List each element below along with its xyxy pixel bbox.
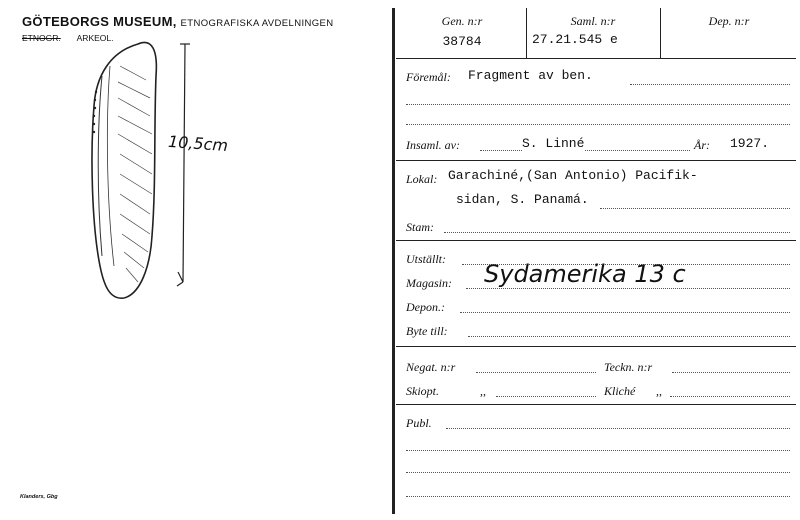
lokal-value-line1: Garachiné,(San Antonio) Pacifik- — [448, 168, 698, 183]
dotted-line — [406, 496, 790, 497]
utstallt-label: Utställt: — [406, 252, 447, 266]
magasin-handwritten-value: Sydamerika 13 c — [484, 260, 686, 288]
dotted-line — [446, 428, 790, 429]
foremal-label: Föremål: — [406, 70, 451, 84]
dotted-line — [476, 372, 596, 373]
ar-value: 1927. — [730, 136, 770, 151]
section-separator-4 — [396, 404, 796, 405]
kliche-label: Kliché — [604, 384, 636, 398]
museum-header — [22, 14, 334, 29]
section-separator-1 — [396, 160, 796, 161]
struck-section-label: ETNOGR. — [22, 33, 61, 43]
dotted-line — [670, 396, 790, 397]
negat-label: Negat. n:r — [406, 360, 456, 374]
dotted-line — [480, 150, 690, 151]
lokal-value-line2: sidan, S. Panamá. — [456, 192, 589, 207]
byte-label: Byte till: — [406, 324, 448, 338]
section-label: ARKEOL. — [76, 33, 114, 43]
dotted-line — [466, 288, 790, 289]
insaml-label: Insaml. av: — [406, 138, 460, 152]
header-divider-1 — [526, 8, 527, 58]
magasin-label: Magasin: — [406, 276, 452, 290]
saml-nr-value: 27.21.545 e — [532, 32, 618, 47]
gen-nr-label: Gen. n:r — [441, 14, 483, 28]
dotted-line — [600, 208, 790, 209]
dotted-line — [406, 124, 790, 125]
dotted-line — [406, 450, 790, 451]
section-separator-2 — [396, 240, 796, 241]
header-separator — [396, 58, 796, 59]
dotted-line — [460, 312, 790, 313]
dotted-line — [672, 372, 790, 373]
header-divider-2 — [660, 8, 661, 58]
kliche-ditto: ,, — [656, 384, 662, 398]
section-separator-3 — [396, 346, 796, 347]
dotted-line — [468, 336, 790, 337]
depon-label: Depon.: — [406, 300, 445, 314]
insaml-value: S. Linné — [522, 136, 585, 151]
measurement-label: 10,5cm — [167, 131, 229, 156]
teckn-label: Teckn. n:r — [604, 360, 653, 374]
dotted-line — [444, 232, 790, 233]
dotted-line — [630, 84, 790, 85]
museum-name: GÖTEBORGS MUSEUM, — [22, 14, 177, 29]
card-divider — [392, 8, 395, 514]
ar-label: År: — [694, 138, 710, 152]
dep-nr-label: Dep. n:r — [708, 14, 750, 28]
printer-imprint: Klanders, Gbg — [20, 494, 58, 500]
gen-nr-value: 38784 — [442, 34, 482, 49]
foremal-value: Fragment av ben. — [468, 68, 593, 83]
dotted-line — [406, 104, 790, 105]
skiopt-label: Skiopt. — [406, 384, 439, 398]
stam-label: Stam: — [406, 220, 434, 234]
dotted-line — [406, 472, 790, 473]
publ-label: Publ. — [406, 416, 432, 430]
department-name: ETNOGRAFISKA AVDELNINGEN — [180, 18, 334, 29]
dotted-line — [496, 396, 596, 397]
measurement-bar — [172, 40, 196, 290]
lokal-label: Lokal: — [406, 172, 438, 186]
skiopt-ditto: ,, — [480, 384, 486, 398]
saml-nr-label: Saml. n:r — [570, 14, 616, 28]
